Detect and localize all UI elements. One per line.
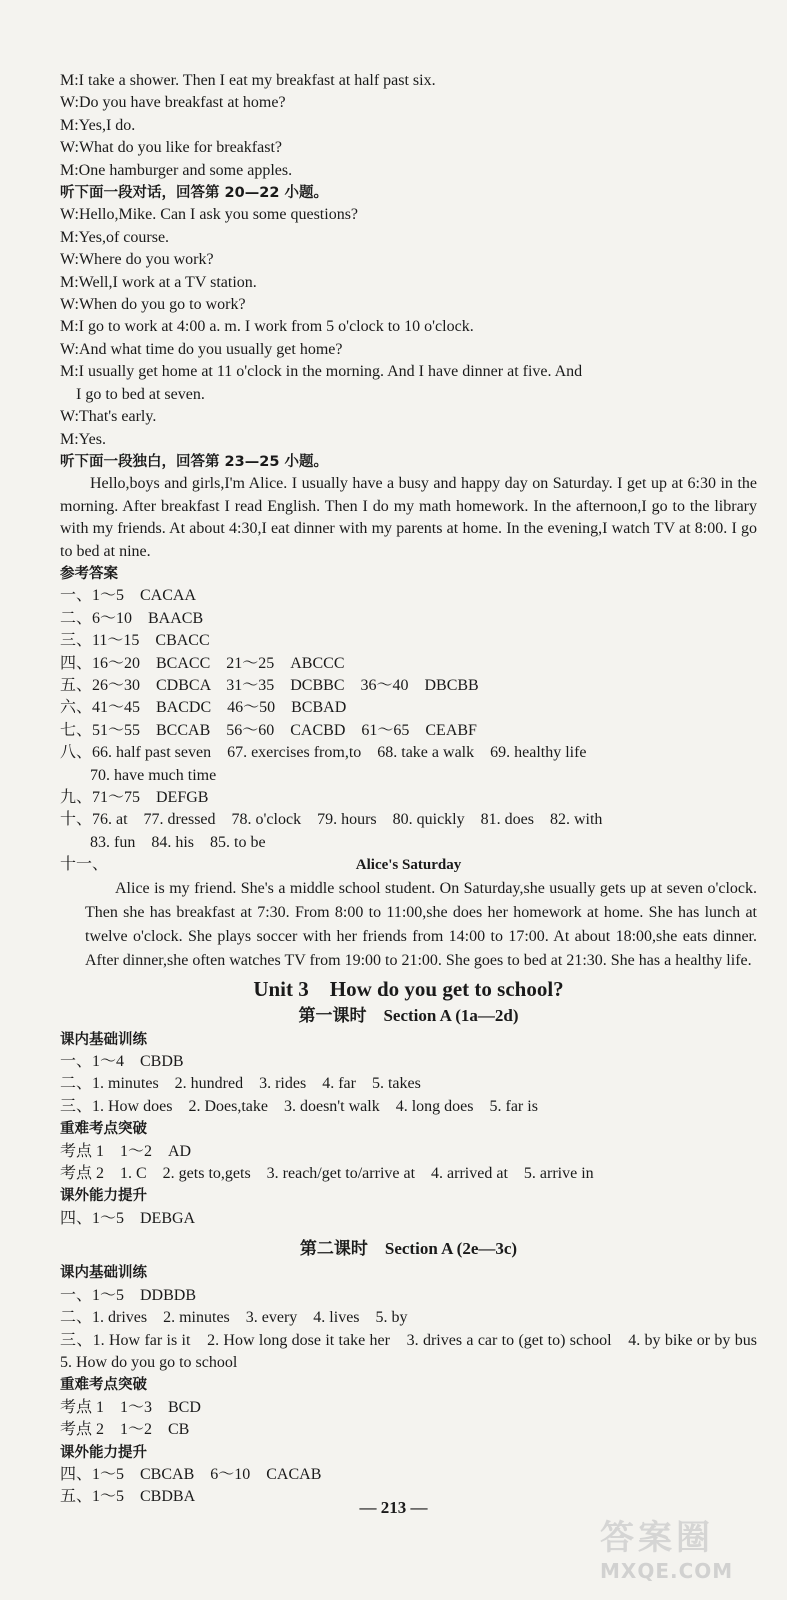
answer-row: 一、1～5 CACAA [60, 587, 197, 605]
transcript-line: W:Hello,Mike. Can I ask you some questions? [60, 206, 359, 224]
answer-row: 五、1～5 CBDBA [60, 1488, 196, 1506]
lesson-title: 第二课时 Section A (2e—3c) [299, 1239, 518, 1259]
transcript-line: M:I go to work at 4:00 a. m. I work from 5 o'clock to 10 o'clock. [60, 318, 474, 336]
subsection-heading: 课外能力提升 [60, 1444, 147, 1461]
unit3-section [60, 975, 774, 1509]
watermark-url: MXQE.COM [600, 1559, 734, 1583]
answer-row: 四、16～20 BCACC 21～25 ABCCC [60, 654, 345, 672]
transcript-line: W:When do you go to work? [60, 296, 246, 314]
watermark-logo-text: 答案圈 [600, 1518, 714, 1558]
answer-row: 考点 1 1～3 BCD [60, 1398, 201, 1416]
transcript-line: I go to bed at seven. [76, 385, 205, 403]
transcript-instruction: 听下面一段独白，回答第 23—25 小题。 [60, 453, 328, 470]
transcript-line: M:I usually get home at 11 o'clock in the morning. And I have dinner at five. And [60, 363, 583, 381]
essay-title: Alice's Saturday [355, 857, 462, 874]
transcript-line: M:Yes,of course. [60, 228, 170, 246]
answer-row: 考点 1 1～2 AD [60, 1142, 192, 1160]
subsection-heading: 课内基础训练 [60, 1265, 147, 1282]
answer-row: 二、1. minutes 2. hundred 3. rides 4. far 5. takes [60, 1075, 421, 1093]
answer-row: 四、1～5 DEBGA [60, 1209, 196, 1227]
answer-row: 一、1～5 DDBDB [60, 1286, 197, 1304]
subsection-heading: 课外能力提升 [60, 1188, 147, 1205]
transcript-line: W:And what time do you usually get home? [60, 340, 343, 358]
transcript-section [60, 70, 757, 563]
transcript-line: W:Where do you work? [60, 251, 214, 269]
answer-row: 二、1. drives 2. minutes 3. every 4. lives 5. by [60, 1309, 408, 1327]
answer-key-section [60, 563, 757, 973]
watermark-logo [600, 1510, 780, 1592]
answer-row: 三、1. How far is it 2. How long dose it take her 3. drives a car to (get to) school 4. by bike or by bus 5. How do you go to school [60, 1331, 774, 1371]
answer-row: 五、26～30 CDBCA 31～35 DCBBC 36～40 DBCBB [60, 676, 479, 694]
answer-row: 83. fun 84. his 85. to be [90, 833, 266, 851]
transcript-line: W:That's early. [60, 408, 157, 426]
answer-row: 70. have much time [90, 766, 217, 784]
answer-row-label: 十一、 [60, 856, 109, 874]
transcript-line: M:Well,I work at a TV station. [60, 273, 257, 291]
essay-block [60, 854, 757, 972]
transcript-line: M:I take a shower. Then I eat my breakfast at half past six. [60, 72, 436, 89]
subsection-heading: 重难考点突破 [60, 1121, 147, 1138]
transcript-line: M:One hamburger and some apples. [60, 161, 293, 179]
answer-row: 六、41～45 BACDC 46～50 BCBAD [60, 699, 347, 717]
answer-row: 一、1～4 CBDB [60, 1053, 184, 1071]
answer-key-heading: 参考答案 [60, 565, 118, 582]
monologue-paragraph: Hello,boys and girls,I'm Alice. I usually have a busy and happy day on Saturday. I get up at 6:30 in the morning. After breakfast I read English. Then I do my math homework. In the afternoon,I go to the library with my friends. At about 4:30,I eat dinner with my parents at home. In the evening,I watch TV at 8:00. I go to bed at nine. [60, 475, 757, 560]
answer-row: 四、1～5 CBCAB 6～10 CACAB [60, 1465, 322, 1483]
page-number: — 213 — [359, 1498, 428, 1517]
transcript-instruction: 听下面一段对话，回答第 20—22 小题。 [60, 185, 328, 202]
unit-title: Unit 3 How do you get to school? [253, 976, 564, 1001]
answer-row: 考点 2 1～2 CB [60, 1421, 190, 1439]
answer-row: 三、1. How does 2. Does,take 3. doesn't walk 4. long does 5. far is [60, 1097, 538, 1115]
answer-row: 七、51～55 BCCAB 56～60 CACBD 61～65 CEABF [60, 721, 477, 739]
subsection-heading: 重难考点突破 [60, 1377, 147, 1394]
answer-row: 三、11～15 CBACC [60, 632, 210, 650]
answer-row: 考点 2 1. C 2. gets to,gets 3. reach/get to/arrive at 4. arrived at 5. arrive in [60, 1165, 594, 1183]
transcript-line: M:Yes. [60, 430, 106, 448]
essay-paragraph: Alice is my friend. She's a middle school student. On Saturday,she usually gets up at seven o'clock. Then she has breakfast at 7:30. From 8:00 to 11:00,she does her homework at home. She has lunch at twelve o'clock. She plays soccer with her friends from 14:00 to 17:00. At about 18:00,she eats dinner. After dinner,she often watches TV from 19:00 to 21:00. She goes to bed at 21:30. She has a healthy life. [85, 879, 757, 969]
lesson-title: 第一课时 Section A (1a—2d) [298, 1005, 519, 1025]
transcript-line: M:Yes,I do. [60, 116, 136, 134]
transcript-line: W:What do you like for breakfast? [60, 139, 282, 157]
answer-row: 八、66. half past seven 67. exercises from,to 68. take a walk 69. healthy life [60, 744, 587, 762]
transcript-line: W:Do you have breakfast at home? [60, 94, 286, 112]
subsection-heading: 课内基础训练 [60, 1031, 147, 1048]
answer-row: 九、71～75 DEFGB [60, 789, 209, 806]
answer-row: 十、76. at 77. dressed 78. o'clock 79. hours 80. quickly 81. does 82. with [60, 811, 603, 829]
answer-row: 二、6～10 BAACB [60, 609, 204, 627]
